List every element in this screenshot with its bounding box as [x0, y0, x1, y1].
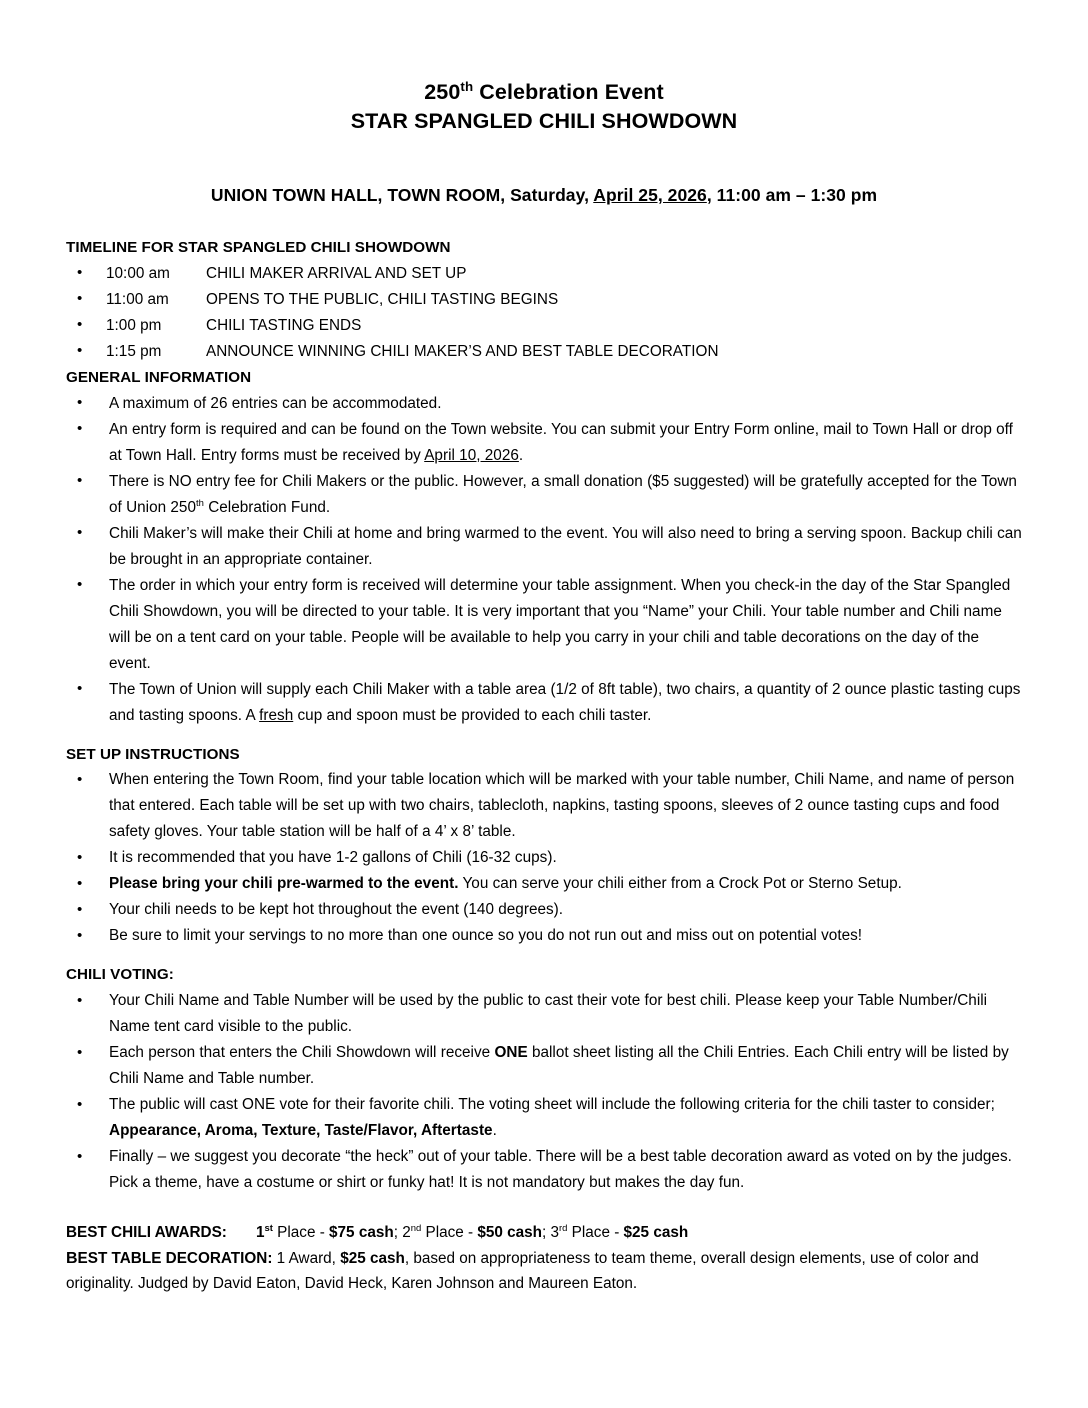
third-place-ordinal: rd	[559, 1223, 568, 1235]
best-chili-awards-row	[66, 1220, 1022, 1246]
list-item: • Finally – we suggest you decorate “the heck” out of your table. There will be a best table decoration award as voted on by the judges. Pick a theme, have a costume or shirt or funky hat! It is not mandatory but makes the day fun.	[66, 1144, 1022, 1196]
second-place-ordinal: nd	[410, 1223, 422, 1235]
list-item	[66, 871, 1022, 897]
timeline-description: OPENS TO THE PUBLIC, CHILI TASTING BEGINS	[206, 290, 559, 308]
awards-separator: ;	[393, 1224, 403, 1242]
fresh-emphasis: fresh	[259, 706, 294, 724]
table-decoration-text-end: , based on appropriateness to team theme, overall design elements, use of color and originality. Judged by David Eaton, David Heck, Karen Johnson and Maureen Eaton.	[66, 1249, 979, 1293]
first-place-number: 1	[256, 1224, 265, 1242]
section-heading-setup-instructions: SET UP INSTRUCTIONS	[66, 745, 240, 763]
timeline-item	[66, 287, 1022, 313]
awards-block	[66, 1220, 1022, 1297]
title-number: 250	[424, 80, 461, 104]
criteria-text-end: .	[492, 1122, 497, 1140]
third-place-prize: $25 cash	[623, 1224, 689, 1242]
list-item	[66, 1040, 1022, 1092]
page-title-line-1	[66, 78, 1022, 107]
timeline-item	[66, 261, 1022, 287]
timeline-item	[66, 313, 1022, 339]
second-place-number: 2	[402, 1224, 411, 1242]
best-table-decoration-row	[66, 1246, 1022, 1297]
prewarm-emphasis: Please bring your chili pre-warmed to the event.	[109, 875, 459, 893]
list-item	[66, 417, 1022, 469]
donation-text: There is NO entry fee for Chili Makers or the public. However, a small donation ($5 suggested) will be gratefully accepted for the Town of Union 250	[109, 472, 1017, 516]
timeline-time: 1:15 pm	[106, 342, 162, 360]
timeline-list	[66, 261, 1022, 365]
prewarm-text: You can serve your chili either from a Crock Pot or Sterno Setup.	[458, 875, 902, 893]
third-place-text: Place -	[567, 1224, 624, 1242]
judging-criteria: Appearance, Aroma, Texture, Taste/Flavor, Aftertaste	[109, 1122, 493, 1140]
ballot-text: Each person that enters the Chili Showdown will receive	[109, 1044, 495, 1062]
list-item: • When entering the Town Room, find your table location which will be marked with your table number, Chili Name, and name of person that entered. Each table will be set up with two chairs, tablecloth, napkins, tasting spoons, sleeves of 2 ounce tasting cups and food safety gloves. Your table station will be half of a 4’ x 8’ table.	[66, 767, 1022, 845]
first-place-text: Place -	[272, 1224, 330, 1242]
general-information-list	[66, 391, 1022, 729]
section-heading-general-information: GENERAL INFORMATION	[66, 368, 252, 386]
supplies-text: The Town of Union will supply each Chili Maker with a table area (1/2 of 8ft table), two chairs, a quantity of 2 ounce plastic tasting cups and tasting spoons. A	[109, 680, 1021, 724]
event-venue-datetime	[66, 183, 1022, 207]
timeline-description: CHILI MAKER ARRIVAL AND SET UP	[206, 264, 467, 282]
table-decoration-prize: $25 cash	[340, 1249, 405, 1267]
list-item	[66, 469, 1022, 521]
venue-text: UNION TOWN HALL, TOWN ROOM, Saturday,	[210, 185, 594, 205]
first-place-ordinal: st	[264, 1223, 273, 1235]
list-item: • The order in which your entry form is received will determine your table assignment. When you check-in the day of the Star Spangled Chili Showdown, you will be directed to your table. It is very important that you “Name” your Chili. Your table number and Chili name will be on a tent card on your table. People will be available to help you carry in your chili and table decorations on the day of the event.	[66, 573, 1022, 677]
section-heading-chili-voting: CHILI VOTING:	[66, 966, 174, 984]
page-title-line-2: STAR SPANGLED CHILI SHOWDOWN	[350, 109, 738, 133]
second-place-text: Place -	[421, 1224, 478, 1242]
supplies-text-end: cup and spoon must be provided to each chili taster.	[293, 706, 652, 724]
entry-deadline-date: April 10, 2026	[424, 446, 519, 464]
entry-form-text-end: .	[518, 446, 524, 464]
timeline-item	[66, 339, 1022, 365]
title-text: Celebration Event	[473, 80, 664, 104]
timeline-description: CHILI TASTING ENDS	[206, 316, 362, 334]
list-item: • A maximum of 26 entries can be accommodated.	[66, 391, 1022, 417]
section-heading-timeline: TIMELINE FOR STAR SPANGLED CHILI SHOWDOWN	[66, 239, 451, 256]
best-chili-awards-label: BEST CHILI AWARDS:	[66, 1224, 227, 1242]
event-date: April 25, 2026	[593, 185, 707, 205]
third-place-number: 3	[550, 1224, 560, 1242]
list-item: • Your Chili Name and Table Number will be used by the public to cast their vote for best chili. Please keep your Table Number/Chili Name tent card visible to the public.	[66, 988, 1022, 1040]
timeline-time: 1:00 pm	[106, 316, 162, 334]
title-ordinal-suffix: th	[460, 78, 474, 94]
list-item	[66, 1092, 1022, 1144]
awards-separator: ;	[542, 1224, 551, 1242]
chili-voting-list	[66, 988, 1022, 1196]
section-spacer	[66, 949, 1022, 962]
list-item	[66, 677, 1022, 729]
list-item: • It is recommended that you have 1-2 gallons of Chili (16-32 cups).	[66, 845, 1022, 871]
second-place-prize: $50 cash	[477, 1224, 542, 1242]
list-item: • Be sure to limit your servings to no more than one ounce so you do not run out and miss out on potential votes!	[66, 923, 1022, 949]
donation-text-end: Celebration Fund.	[203, 498, 331, 516]
timeline-description: ANNOUNCE WINNING CHILI MAKER’S AND BEST TABLE DECORATION	[206, 342, 719, 360]
table-decoration-text: 1 Award,	[272, 1249, 341, 1267]
criteria-text: The public will cast ONE vote for their favorite chili. The voting sheet will include the following criteria for the chili taster to consider;	[109, 1096, 995, 1114]
timeline-time: 11:00 am	[106, 290, 169, 308]
table-decoration-label-initial: B	[66, 1249, 78, 1267]
table-decoration-label: EST TABLE DECORATION:	[77, 1249, 273, 1267]
one-emphasis: ONE	[494, 1044, 528, 1062]
event-time: , 11:00 am – 1:30 pm	[706, 185, 878, 205]
section-spacer	[66, 729, 1022, 742]
document-title-block	[66, 78, 1022, 136]
timeline-time: 10:00 am	[106, 264, 170, 282]
list-item: • Your chili needs to be kept hot throughout the event (140 degrees).	[66, 897, 1022, 923]
entry-form-text: An entry form is required and can be found on the Town website. You can submit your Entry Form online, mail to Town Hall or drop off at Town Hall. Entry forms must be received by	[109, 420, 1013, 464]
list-item: • Chili Maker’s will make their Chili at home and bring warmed to the event. You will also need to bring a serving spoon. Backup chili can be brought in an appropriate container.	[66, 521, 1022, 573]
first-place-prize: $75 cash	[329, 1224, 394, 1242]
ballot-text-end: ballot sheet listing all the Chili Entries. Each Chili entry will be listed by Chili Name and Table number.	[109, 1044, 1009, 1088]
ordinal-suffix: th	[196, 497, 204, 509]
setup-instructions-list	[66, 767, 1022, 949]
